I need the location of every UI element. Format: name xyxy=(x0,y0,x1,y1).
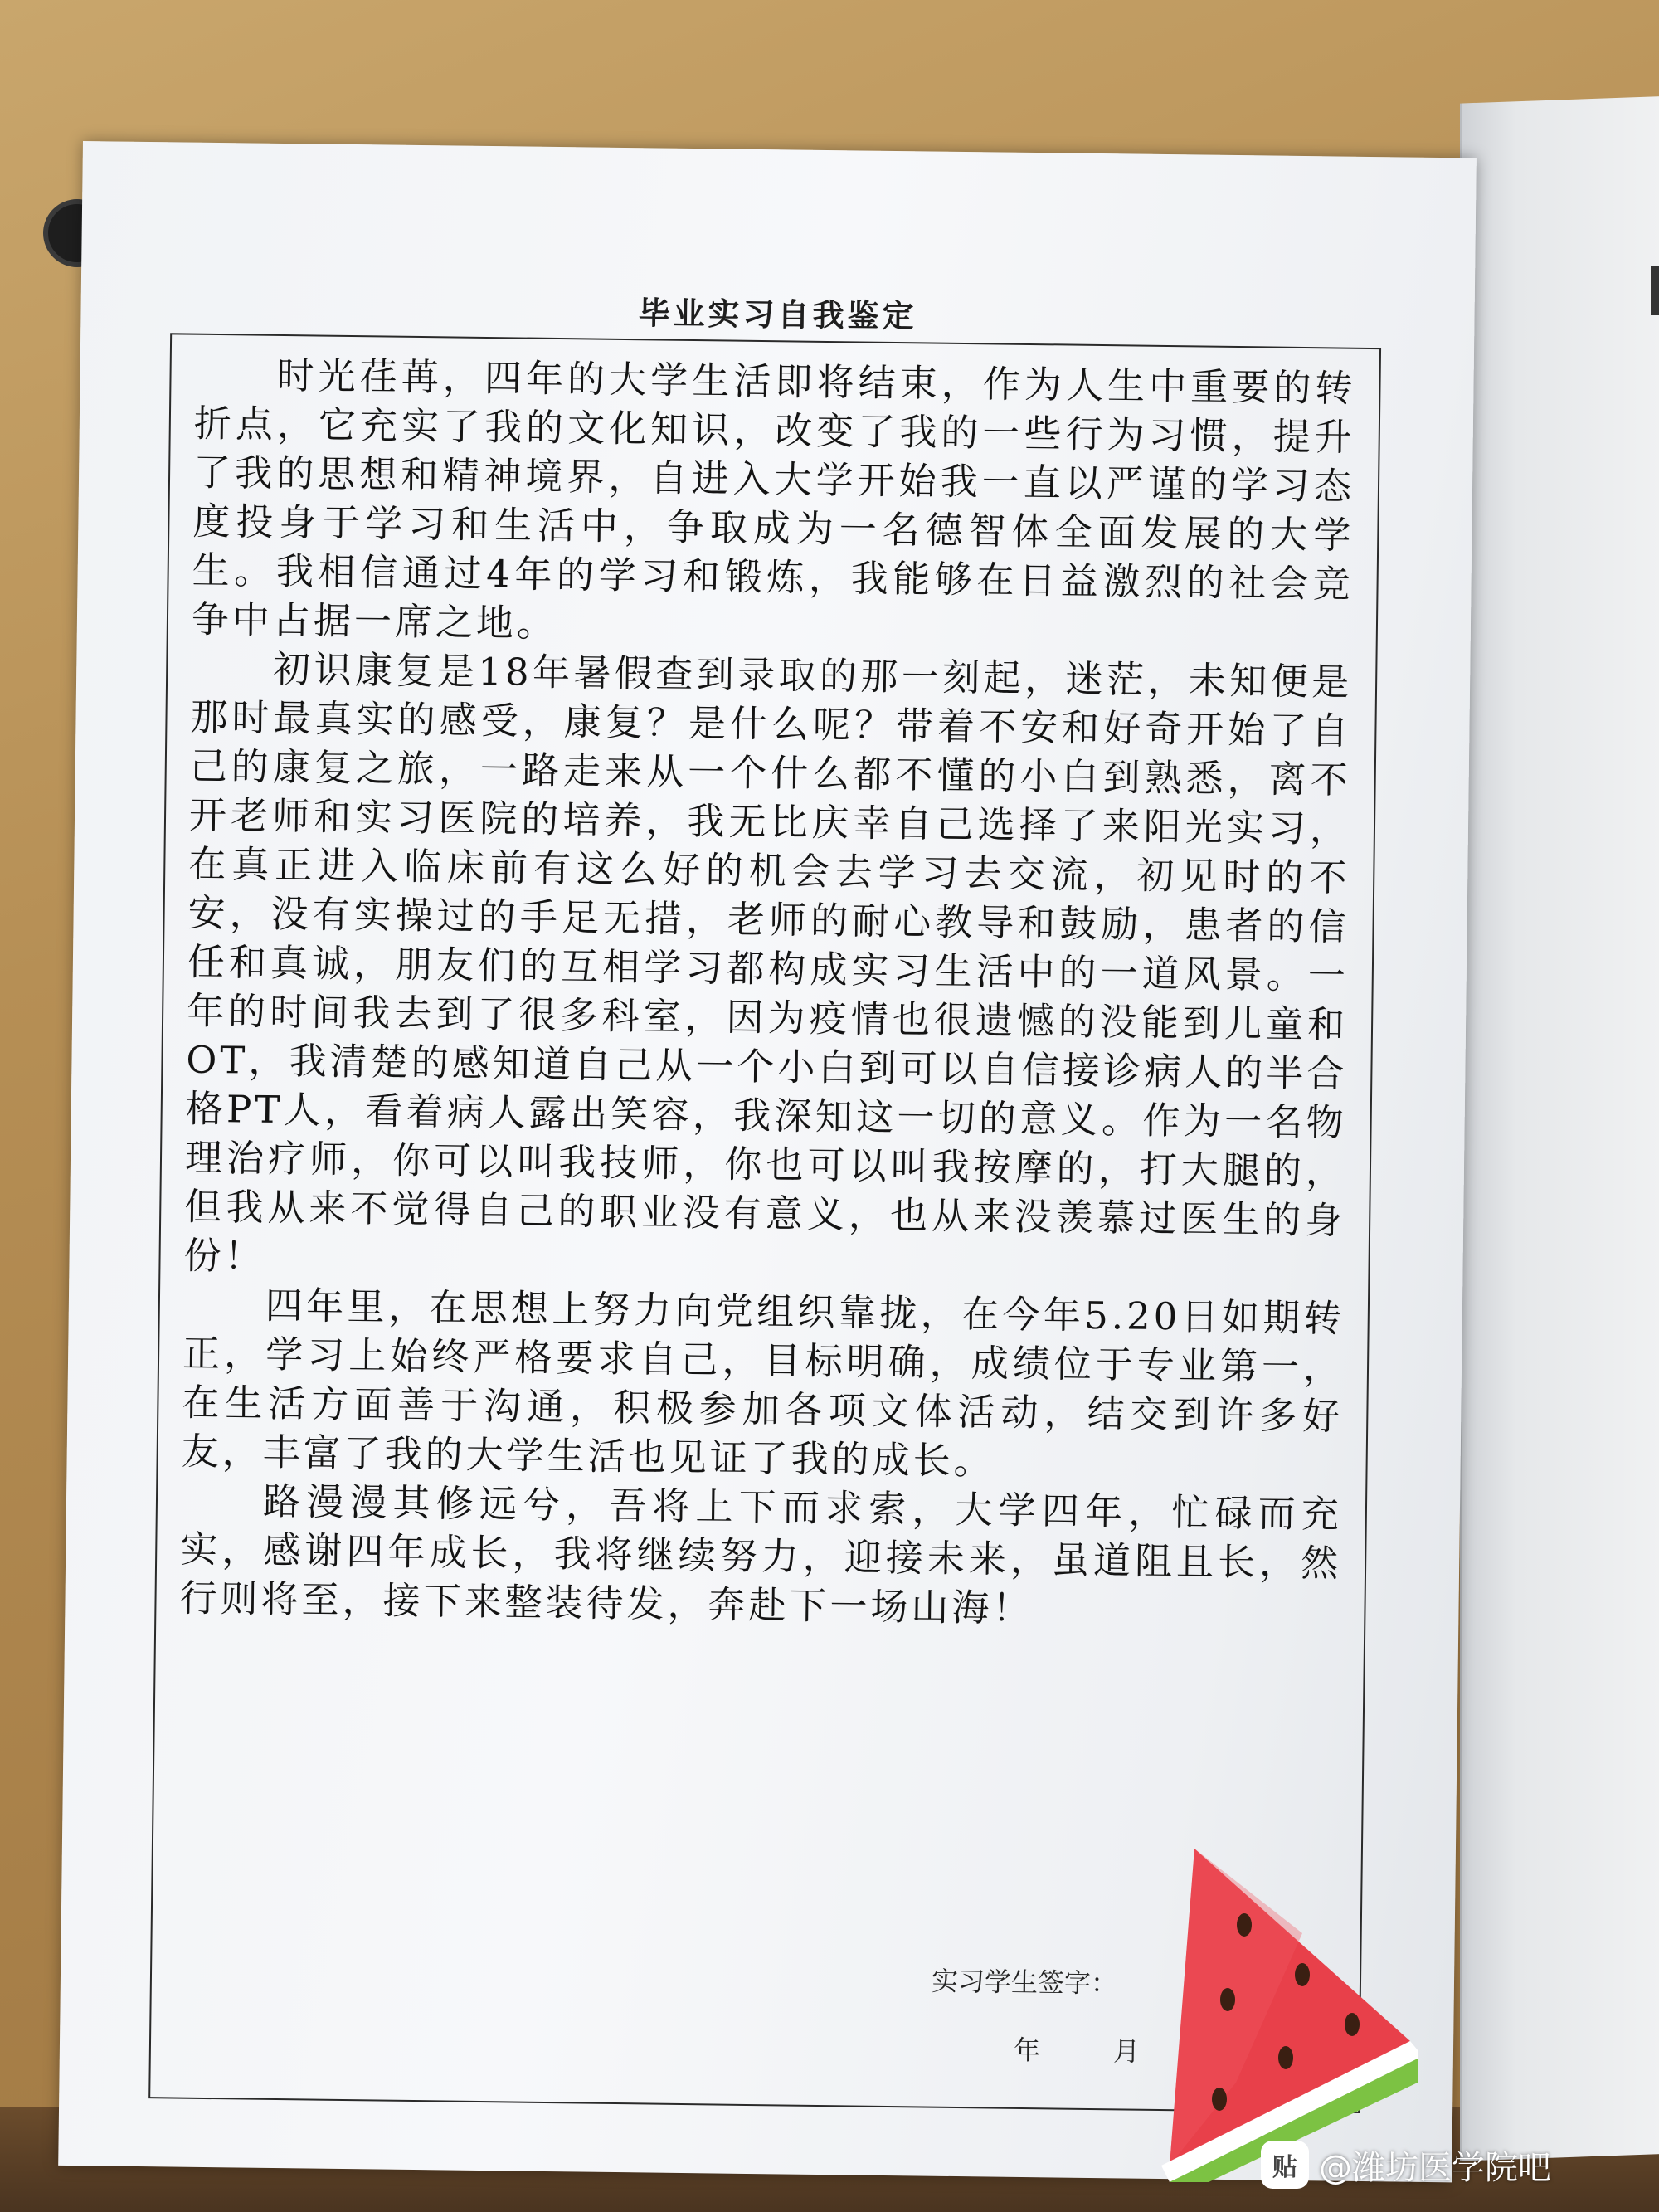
seed xyxy=(1237,1913,1252,1937)
date-month-label: 月 xyxy=(1112,2035,1141,2068)
watermelon-slice-icon xyxy=(1136,1834,1418,2182)
paragraph-1: 时光荏苒，四年的大学生活即将结束，作为人生中重要的转折点，它充实了我的文化知识，改变了我的一些行为习惯，提升了我的思想和精神境界，自进入大学开始我一直以严谨的学习态度投身于学习和生活中，争取成为一名德智体全面发展的大学生。我相信通过4年的学习和锻炼，我能够在日益激烈的社会竞争中占据一席之地。 xyxy=(191,353,1356,646)
signature-label: 实习学生签字： xyxy=(931,1965,1118,2000)
seed xyxy=(1295,1963,1310,1986)
next-page-edge xyxy=(1460,95,1659,2161)
handwritten-body xyxy=(179,350,1356,1637)
paragraph-4: 路漫漫其修远兮，吾将上下而求索，大学四年，忙碌而充实，感谢四年成长，我将继续努力，迎接未来，虽道阻且长，然行则将至，接下来整装待发，奔赴下一场山海！ xyxy=(179,1479,1343,1631)
document-title: 毕业实习自我鉴定 xyxy=(638,295,917,335)
tieba-logo-icon: 贴 xyxy=(1261,2141,1309,2189)
paragraph-2: 初识康复是18年暑假查到录取的那一刻起，迷茫，未知便是那时最真实的感受，康复？是什么呢？带着不安和好奇开始了自己的康复之旅，一路走来从一个什么都不懂的小白到熟悉，离不开老师和实习医院的培养，我无比庆幸自己选择了来阳光实习，在真正进入临床前有这么好的机会去学习去交流，初见时的不安，没有实操过的手足无措，老师的耐心教导和鼓励，患者的信任和真诚，朋友们的互相学习都构成实习生活中的一道风景。一年的时间我去到了很多科室，因为疫情也很遗憾的没能到儿童和OT，我清楚的感知道自己从一个小白到可以自信接诊病人的半合格PT人，看着病人露出笑容，我深知这一切的意义。作为一名物理治疗师，你可以叫我技师，你也可以叫我按摩的，打大腿的，但我从来不觉得自己的职业没有意义，也从来没羡慕过医生的身份！ xyxy=(183,646,1353,1279)
seed xyxy=(1212,2088,1227,2111)
page-tab xyxy=(1651,266,1659,315)
seed xyxy=(1220,1988,1235,2011)
paragraph-3: 四年里，在思想上努力向党组织靠拢，在今年5.20日如期转正，学习上始终严格要求自己，目标明确，成绩位于专业第一，在生活方面善于沟通，积极参加各项文体活动，结交到许多好友，丰富了我的大学生活也见证了我的成长。 xyxy=(181,1283,1345,1484)
watermark-text: @潍坊医学院吧 xyxy=(1319,2148,1551,2187)
date-year-label: 年 xyxy=(1013,2034,1041,2067)
source-watermark xyxy=(1261,2136,1551,2194)
seed xyxy=(1345,2013,1360,2036)
seed xyxy=(1278,2046,1293,2069)
